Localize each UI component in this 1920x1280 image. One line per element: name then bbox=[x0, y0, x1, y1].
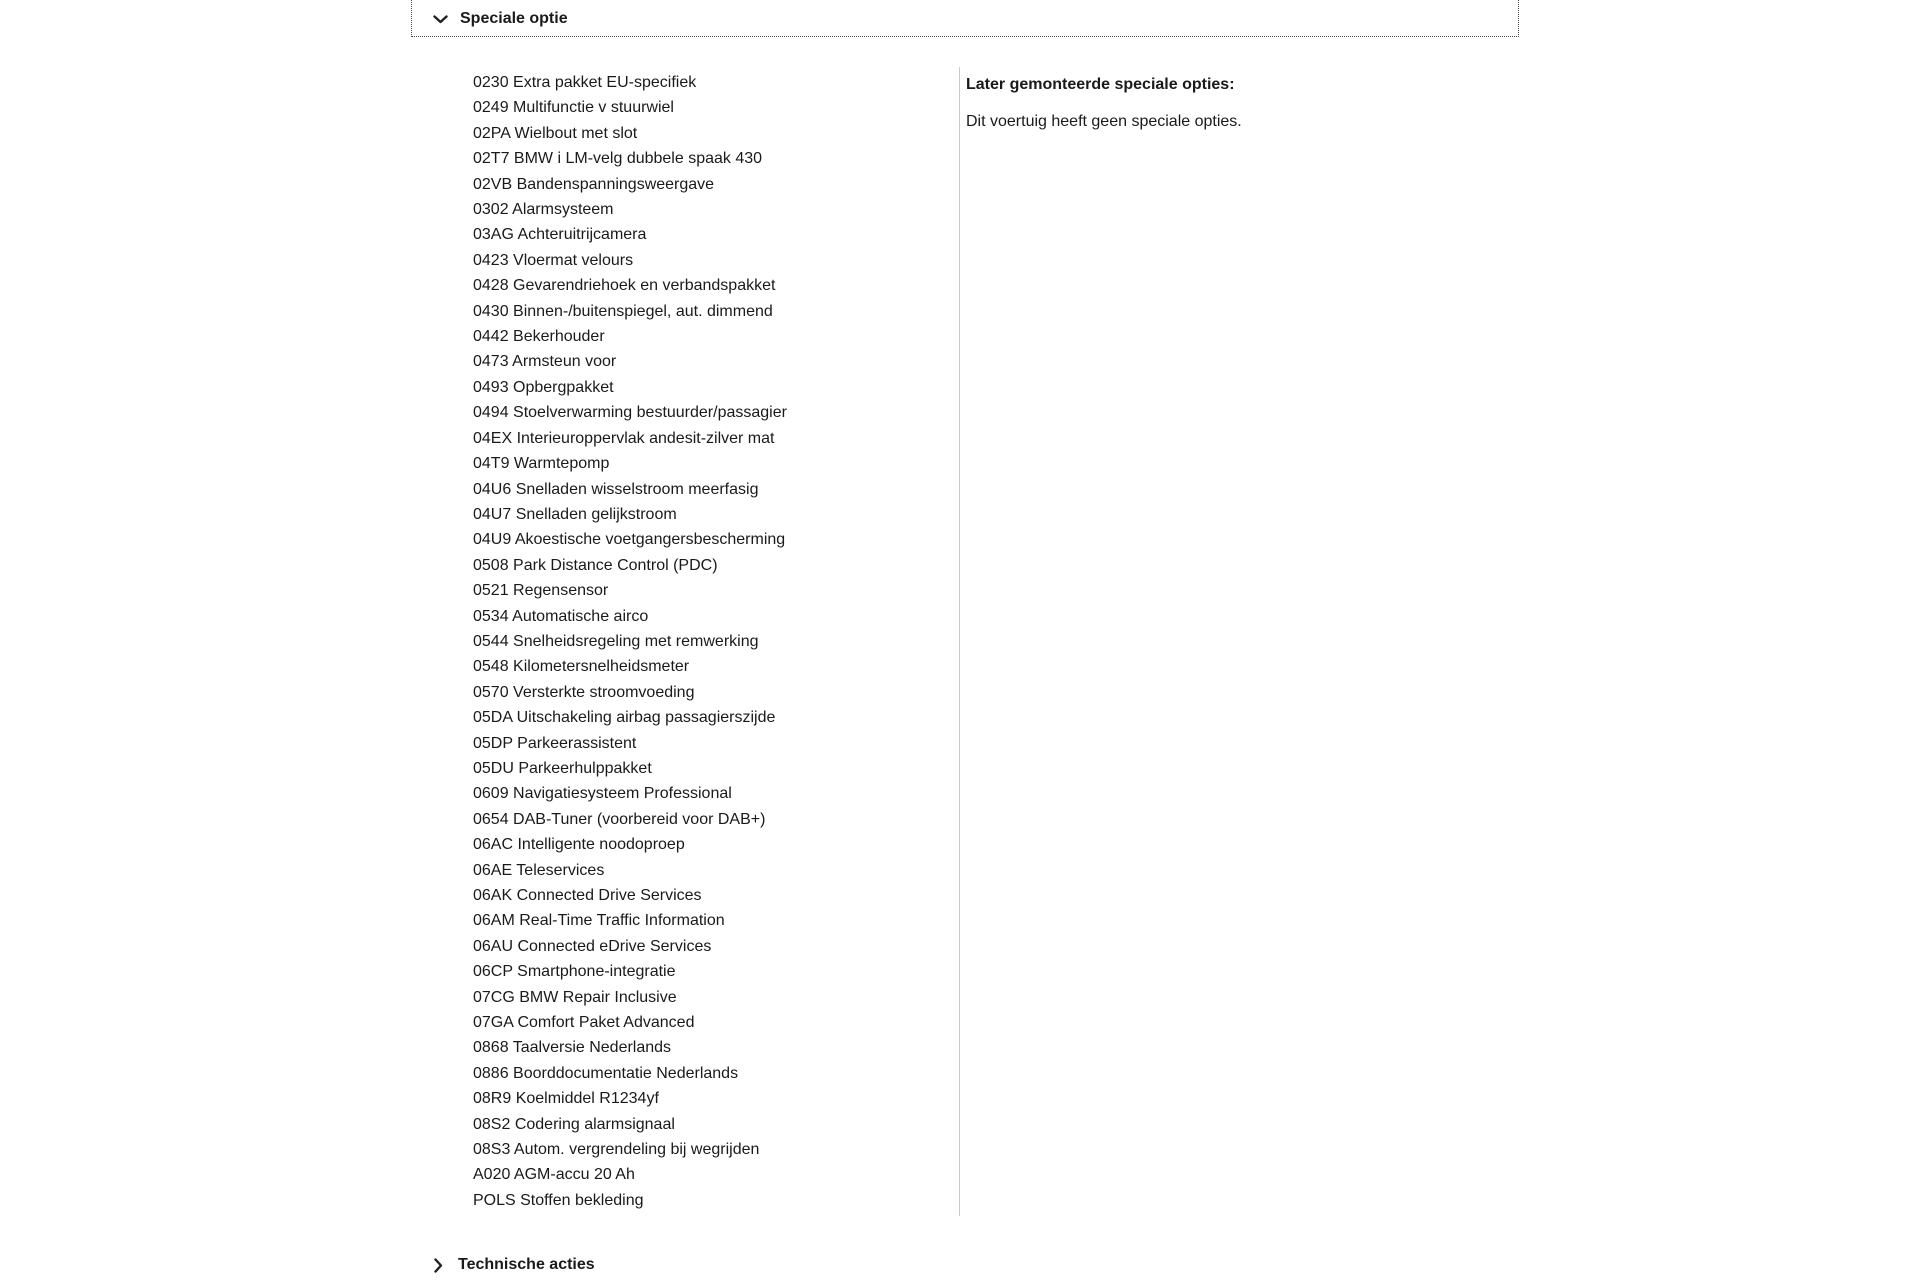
option-list-item: 0494 Stoelverwarming bestuurder/passagier bbox=[473, 404, 787, 422]
option-list-item: 0886 Boorddocumentatie Nederlands bbox=[473, 1064, 739, 1082]
option-list-item: 04U9 Akoestische voetgangersbescherming bbox=[473, 531, 786, 549]
section-title-speciale-optie: Speciale optie bbox=[460, 10, 568, 27]
retrofit-options-message: Dit voertuig heeft geen speciale opties. bbox=[966, 113, 1242, 130]
option-list-item: 06AC Intelligente noodoproep bbox=[473, 836, 685, 854]
option-list-item: 0249 Multifunctie v stuurwiel bbox=[473, 99, 674, 117]
option-list-item: 0654 DAB-Tuner (voorbereid voor DAB+) bbox=[473, 810, 766, 828]
option-list-item: A020 AGM-accu 20 Ah bbox=[473, 1166, 635, 1184]
section-title-technische-acties: Technische acties bbox=[458, 1256, 595, 1273]
chevron-right-icon bbox=[430, 1257, 446, 1273]
option-list-item: 05DP Parkeerassistent bbox=[473, 734, 637, 752]
option-list-item: 02T7 BMW i LM-velg dubbele spaak 430 bbox=[473, 150, 763, 168]
vertical-divider bbox=[959, 67, 960, 1216]
option-list-item: 0609 Navigatiesysteem Professional bbox=[473, 785, 732, 803]
option-list-item: 0868 Taalversie Nederlands bbox=[473, 1039, 672, 1057]
option-list-item: 0508 Park Distance Control (PDC) bbox=[473, 556, 718, 574]
option-list-item: 06AE Teleservices bbox=[473, 861, 605, 879]
option-list-item: 0428 Gevarendriehoek en verbandspakket bbox=[473, 277, 776, 295]
section-speciale-optie-toggle[interactable] bbox=[432, 10, 568, 28]
option-list-item: 06AU Connected eDrive Services bbox=[473, 937, 712, 955]
option-list-item: 0570 Versterkte stroomvoeding bbox=[473, 683, 695, 701]
option-list-item: 0423 Vloermat velours bbox=[473, 251, 634, 269]
option-list-item: 04T9 Warmtepomp bbox=[473, 455, 610, 473]
option-list-item: 05DU Parkeerhulppakket bbox=[473, 759, 652, 777]
section-technische-acties-toggle[interactable] bbox=[430, 1256, 595, 1274]
option-list-item: 0493 Opbergpakket bbox=[473, 378, 614, 396]
option-list-item: 08S2 Codering alarmsignaal bbox=[473, 1115, 675, 1133]
option-list-item: 0548 Kilometersnelheidsmeter bbox=[473, 658, 690, 676]
option-list-item: 04U6 Snelladen wisselstroom meerfasig bbox=[473, 480, 759, 498]
option-list-item: 04U7 Snelladen gelijkstroom bbox=[473, 505, 677, 523]
option-list-item: 0442 Bekerhouder bbox=[473, 328, 605, 346]
option-list-item: 03AG Achteruitrijcamera bbox=[473, 226, 647, 244]
special-options-list bbox=[473, 70, 943, 1213]
option-list-item: 02PA Wielbout met slot bbox=[473, 124, 638, 142]
option-list-item: 08R9 Koelmiddel R1234yf bbox=[473, 1090, 659, 1108]
retrofit-options-heading: Later gemonteerde speciale opties: bbox=[966, 76, 1235, 93]
option-list-item: 02VB Bandenspanningsweergave bbox=[473, 175, 715, 193]
option-list-item: 04EX Interieuroppervlak andesit-zilver mat bbox=[473, 429, 775, 447]
option-list-item: 05DA Uitschakeling airbag passagierszijde bbox=[473, 709, 776, 727]
option-list-item: 0544 Snelheidsregeling met remwerking bbox=[473, 632, 759, 650]
option-list-item: 0521 Regensensor bbox=[473, 582, 609, 600]
option-list-item: 0230 Extra pakket EU-specifiek bbox=[473, 74, 697, 91]
option-list-item: 07CG BMW Repair Inclusive bbox=[473, 988, 677, 1006]
option-list-item: 0430 Binnen-/buitenspiegel, aut. dimmend bbox=[473, 302, 773, 320]
option-list-item: 06CP Smartphone-integratie bbox=[473, 963, 676, 981]
chevron-down-icon bbox=[432, 11, 448, 27]
option-list-item: 0302 Alarmsysteem bbox=[473, 201, 614, 219]
option-list-item: 06AK Connected Drive Services bbox=[473, 887, 702, 904]
option-list-item: 0534 Automatische airco bbox=[473, 607, 649, 625]
option-list-item: 06AM Real-Time Traffic Information bbox=[473, 912, 725, 930]
option-list-item: 08S3 Autom. vergrendeling bij wegrijden bbox=[473, 1141, 760, 1159]
section-speciale-optie-header bbox=[411, 0, 1519, 37]
option-list-item: 07GA Comfort Paket Advanced bbox=[473, 1014, 695, 1032]
option-list-item: 0473 Armsteun voor bbox=[473, 353, 617, 371]
option-list-item: POLS Stoffen bekleding bbox=[473, 1191, 644, 1209]
retrofit-options-panel bbox=[966, 75, 1506, 132]
